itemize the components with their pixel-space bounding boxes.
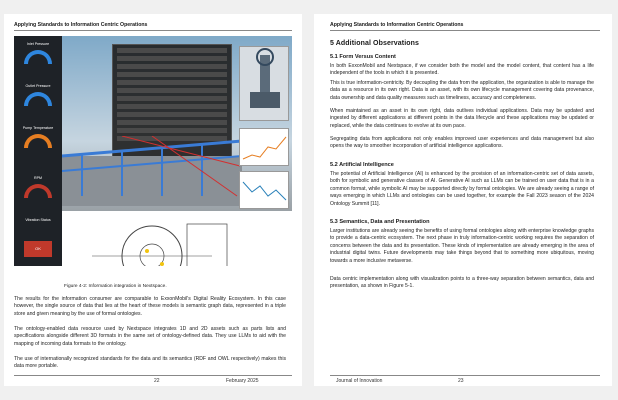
figure-chart-thumbnail [239,171,289,209]
paragraph: The use of internationally recognized standards for the data and its semantics (RDF and OWL respectively) makes this data more portable. [14,356,286,370]
gauge-outlet-pressure: Outlet Pressure [18,84,58,122]
figure-railing-illustration [62,136,242,206]
running-head: Applying Standards to Information Centric Operations [14,22,148,28]
thermometer-icon [24,134,52,148]
right-page [314,14,612,386]
figure-chart-thumbnail [239,128,289,166]
gauge-rpm: RPM [18,176,58,214]
page-number: 23 [458,378,464,384]
figure-caption: Figure 4-2: Information integration in Nextspace. [64,284,167,289]
figure-valve-image [239,46,289,121]
figure-gauge-panel [14,36,62,266]
gauge-vibration-status: Vibration Status [25,218,51,222]
section-heading: 5 Additional Observations [330,40,419,47]
footer-rule [14,375,292,376]
gauge-arc-icon [24,92,52,106]
paragraph: In both ExxonMobil and Nextspace, if we consider both the model and the model content, that content has a life independent of the tools in which it is presented. [330,63,594,77]
gauge-pump-temperature: Pump Temperature [18,126,58,164]
footer-rule [330,375,600,376]
paragraph: The results for the information consumer are comparable to ExxonMobil's Digital Reality Ecosystem. In this case however, the single source of data that lies at the heart of these models is semantic graph data, represented in a triple store and given meaning by the use of formal ontologies. [14,296,286,317]
footer-journal: Journal of Innovation [336,378,383,384]
left-page [4,14,302,386]
paragraph: The potential of Artificial Intelligence (AI) is enhanced by the provision of an information-centric set of data assets, both for symbolic and generative classes of AI. Generative AI such as LLMs can be trained on user data that is in a common format, while symbolic AI may be supported directly by formal ontologies. We are already seeing a range of ways emerging in which LLMs and ontologies can be used together, for example the Fall 2023 season of the 2024 Ontology Summit [11]. [330,171,594,207]
header-rule [14,30,292,31]
subsection-heading: 5.3 Semantics, Data and Presentation [330,219,430,225]
paragraph: When maintained as an asset in its own right, data outlives individual applications. Data may be updated and ingested by different applications at different points in the data lifecycle and these applications may be updated or replaced, while the data continues to evolve at its own pace. [330,108,594,129]
paragraph: Data centric implementation along with visualization points to a three-way separation between semantics, data and presentation, as shown in Figure 5-1. [330,276,594,290]
running-head: Applying Standards to Information Centric Operations [330,22,464,28]
paragraph: This is true information-centricity. By decoupling the data from the application, the organization is able to manage the data as a resource in its own right. Data is an asset, with its own lifecycle management covering data provenance, data ownership and data quality measures such as timeliness, accuracy and completeness. [330,80,594,101]
figure-engineering-drawing [72,216,232,266]
footer-date: February 2025 [226,378,259,384]
gauge-arc-icon [24,50,52,64]
status-button: OK [24,241,52,257]
paragraph: The ontology-enabled data resource used by Nextspace integrates 1D and 2D assets such as parts lists and specifications alongside different 3D formats in the same set of ontology-defined data. They use LLMs to aid with the mapping of incoming data formats to the ontology. [14,326,286,347]
subsection-heading: 5.2 Artificial Intelligence [330,162,394,168]
subsection-heading: 5.1 Form Versus Content [330,54,396,60]
gauge-arc-icon [24,184,52,198]
figure-nextspace-integration [14,36,292,266]
paragraph: Larger institutions are already seeing the benefits of using formal ontologies along with enterprise knowledge graphs to provide a data-centric ecosystem. The next phase in truly information-centric working requires the separation of concerns between the data and its presentation. These kinds of implementation are already emerging in the area of industrial digital twins. Future developments may take things beyond that to something more ubiquitous, moving towards a more inclusive metaverse. [330,228,594,264]
header-rule [330,30,600,31]
page-number: 22 [154,378,160,384]
gauge-inlet-pressure: Inlet Pressure [18,42,58,80]
paragraph: Segregating data from applications not only enables improved user experiences and data management but also opens the way to smoother incorporation of artificial intelligence applications. [330,136,594,150]
